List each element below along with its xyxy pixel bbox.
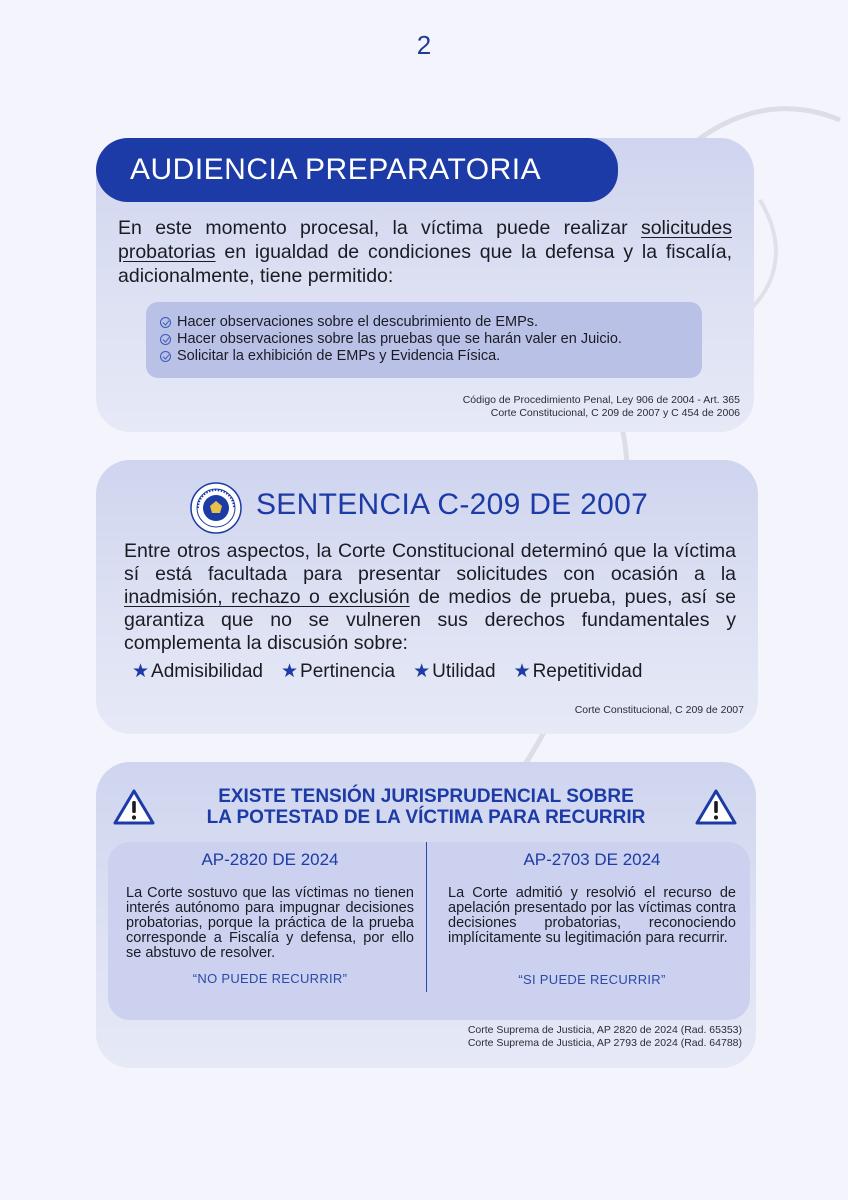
tension-title xyxy=(96,786,756,828)
source-line: Corte Suprema de Justicia, AP 2793 de 2024 (Rad. 64788) xyxy=(467,1037,742,1049)
list-item xyxy=(160,314,702,331)
comparison-panel xyxy=(108,842,750,1020)
source-line: Código de Procedimiento Penal, Ley 906 de 2004 - Art. 365 xyxy=(462,394,740,406)
sentencia-intro-underlined: inadmisión, rechazo o exclusión xyxy=(124,586,410,608)
tension-title-line: EXISTE TENSIÓN JURISPRUDENCIAL SOBRE xyxy=(218,786,634,807)
column-title: AP-2703 DE 2024 xyxy=(523,850,661,869)
star-icon: ★ xyxy=(513,661,531,682)
sentencia-title: SENTENCIA C-209 DE 2007 xyxy=(256,488,649,521)
audiencia-sources xyxy=(463,394,740,420)
audiencia-intro xyxy=(118,216,732,288)
audiencia-intro-text: En este momento procesal, la víctima puede realizar xyxy=(118,217,641,239)
tension-title-line: LA POTESTAD DE LA VÍCTIMA PARA RECURRIR xyxy=(206,807,646,828)
keyword-label: Utilidad xyxy=(432,661,496,682)
tension-sources xyxy=(468,1024,742,1050)
source-line: Corte Constitucional, C 209 de 2007 y C 454 de 2006 xyxy=(490,407,740,419)
keyword-item xyxy=(281,660,395,683)
star-icon: ★ xyxy=(132,661,150,682)
list-item xyxy=(160,331,702,348)
column-divider xyxy=(426,842,427,992)
sentencia-card xyxy=(96,460,758,734)
ap-2703-column xyxy=(448,842,736,987)
check-circle-icon xyxy=(160,351,171,362)
ap-2820-column xyxy=(126,842,414,986)
source-line: Corte Suprema de Justicia, AP 2820 de 2024 (Rad. 65353) xyxy=(467,1024,742,1036)
column-quote: “NO PUEDE RECURRIR” xyxy=(192,971,348,986)
keyword-item xyxy=(132,660,263,683)
audiencia-preparatoria-card xyxy=(96,138,754,432)
keyword-label: Repetitividad xyxy=(532,661,643,682)
keyword-label: Pertinencia xyxy=(300,661,396,682)
column-title: AP-2820 DE 2024 xyxy=(201,850,339,869)
column-text: La Corte admitió y resolvió el recurso de apelación presentado por las víctimas contra decisiones probatorias, reconociendo implícitamente su legitimación para recurrir. xyxy=(448,885,736,946)
sentencia-source: Corte Constitucional, C 209 de 2007 xyxy=(574,704,744,716)
tension-card xyxy=(96,762,756,1068)
audiencia-intro-text-end: en igualdad de condiciones que la defensa y la fiscalía, adicionalmente, tiene permitido: xyxy=(118,241,732,287)
page-number: 2 xyxy=(416,30,432,60)
keywords-row xyxy=(132,660,744,683)
keyword-item xyxy=(413,660,495,683)
sentencia-intro-text: Entre otros aspectos, la Corte Constitucional determinó que la víctima sí está facultada para presentar solicitudes con ocasión a la xyxy=(124,540,736,585)
corte-constitucional-seal-icon xyxy=(190,482,242,534)
check-circle-icon xyxy=(160,334,171,345)
check-circle-icon xyxy=(160,317,171,328)
permissions-checklist xyxy=(146,302,702,378)
keyword-label: Admisibilidad xyxy=(151,661,263,682)
sentencia-intro-text-end: de medios de prueba, pues, así se garantiza que no se vulneren sus derechos fundamentales y complementa la discusión sobre: xyxy=(124,586,736,654)
audiencia-intro-underlined: solicitudes probatorias xyxy=(118,217,732,263)
sentencia-intro xyxy=(124,540,736,655)
column-text: La Corte sostuvo que las víctimas no tienen interés autónomo para impugnar decisiones probatorias, porque la práctica de la prueba corresponde a Fiscalía y defensa, por ello se abstuvo de resolver. xyxy=(126,885,414,961)
list-item-text: Solicitar la exhibición de EMPs y Evidencia Física. xyxy=(177,348,501,364)
list-item-text: Hacer observaciones sobre las pruebas que se harán valer en Juicio. xyxy=(177,331,622,347)
keyword-item xyxy=(514,660,643,683)
audiencia-title: AUDIENCIA PREPARATORIA xyxy=(96,138,618,202)
list-item-text: Hacer observaciones sobre el descubrimiento de EMPs. xyxy=(177,314,539,330)
star-icon: ★ xyxy=(281,661,299,682)
star-icon: ★ xyxy=(413,661,431,682)
column-quote: “SI PUEDE RECURRIR” xyxy=(518,972,666,987)
list-item xyxy=(160,348,702,365)
